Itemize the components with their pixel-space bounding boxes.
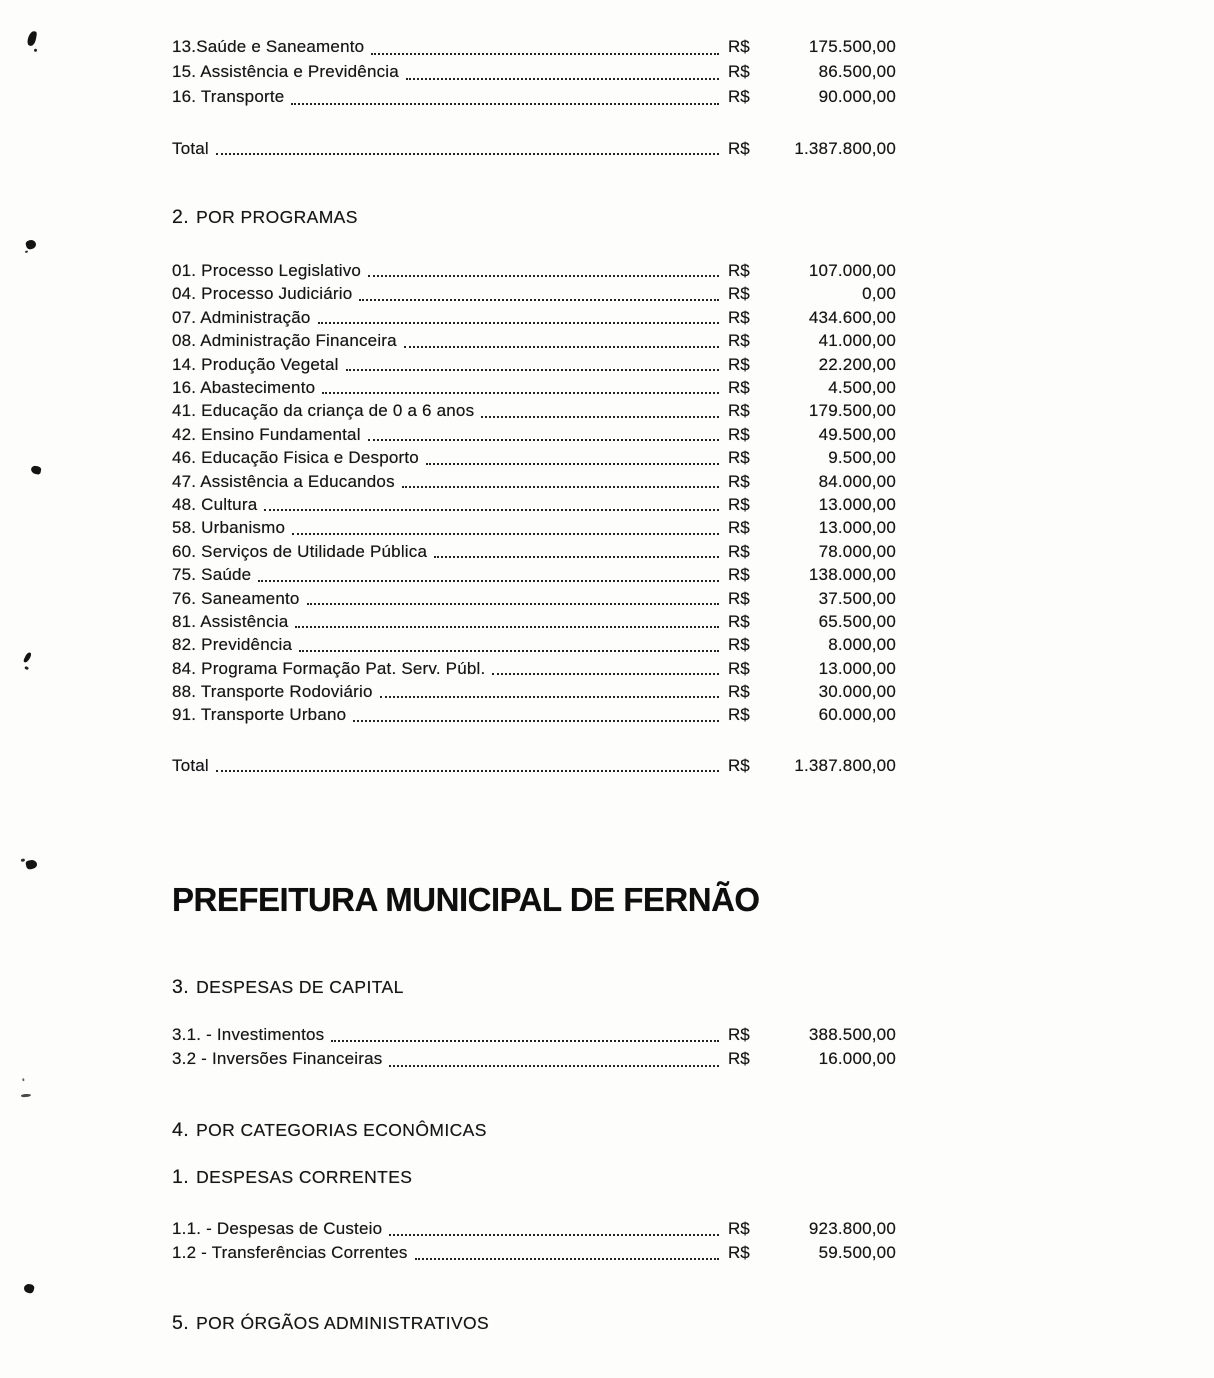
- line-label: 1.1. - Despesas de Custeio: [172, 1218, 383, 1238]
- budget-line: [172, 540, 896, 563]
- line-label: 46. Educação Fisica e Desporto: [172, 448, 419, 468]
- dot-leader: [492, 673, 719, 675]
- section-heading-orgaos: [172, 1312, 896, 1334]
- budget-line: [172, 703, 896, 726]
- line-label: 76. Saneamento: [172, 588, 300, 608]
- line-amount: 923.800,00: [808, 1218, 896, 1238]
- dot-leader: [346, 369, 719, 371]
- line-label: 01. Processo Legislativo: [172, 261, 362, 281]
- section-heading-categorias: [172, 1119, 896, 1141]
- dot-leader: [371, 53, 719, 55]
- total-label: Total: [172, 138, 209, 158]
- budget-line: [172, 1217, 896, 1241]
- line-label: 82. Previdência: [172, 635, 293, 655]
- functions-list: [172, 35, 896, 110]
- line-amount: 107.000,00: [808, 261, 896, 281]
- currency-symbol: R$: [728, 354, 750, 374]
- budget-line: [172, 376, 896, 399]
- line-label: 41. Educação da criança de 0 a 6 anos: [172, 401, 475, 421]
- budget-line: [172, 493, 896, 516]
- dot-leader: [291, 103, 719, 105]
- line-label: 60. Serviços de Utilidade Pública: [172, 541, 428, 561]
- dot-leader: [295, 626, 719, 628]
- budget-line: [172, 1047, 896, 1071]
- dot-leader: [307, 603, 719, 605]
- line-label: 08. Administração Financeira: [172, 331, 397, 351]
- line-label: 16. Abastecimento: [172, 378, 316, 398]
- dot-leader: [216, 770, 719, 772]
- section-heading-capital: [172, 976, 896, 998]
- section-title: DESPESAS CORRENTES: [196, 1166, 413, 1187]
- dot-leader: [353, 720, 719, 722]
- line-label: 42. Ensino Fundamental: [172, 424, 361, 444]
- section-number: 3.: [172, 976, 190, 999]
- line-amount: 13.000,00: [818, 494, 896, 514]
- budget-line: [172, 353, 896, 376]
- currency-symbol: R$: [728, 1025, 750, 1045]
- line-label: 47. Assistência a Educandos: [172, 471, 395, 491]
- budget-line: [172, 306, 896, 329]
- budget-line: [172, 610, 896, 633]
- line-amount: 22.200,00: [818, 354, 896, 374]
- budget-line: [172, 446, 896, 469]
- currency-symbol: R$: [728, 611, 750, 631]
- dot-leader: [299, 650, 719, 652]
- budget-line: [172, 35, 896, 60]
- dot-leader: [368, 439, 719, 441]
- currency-symbol: R$: [728, 401, 750, 421]
- line-amount: 41.000,00: [818, 331, 896, 351]
- section-number: 1.: [172, 1165, 190, 1188]
- dot-leader: [415, 1258, 719, 1260]
- line-label: 81. Assistência: [172, 611, 289, 631]
- line-label: 91. Transporte Urbano: [172, 705, 347, 725]
- dot-leader: [318, 322, 719, 324]
- section-title: POR ÓRGÃOS ADMINISTRATIVOS: [196, 1313, 490, 1334]
- line-amount: 78.000,00: [818, 541, 896, 561]
- currency-symbol: R$: [728, 471, 750, 491]
- currency-symbol: R$: [728, 307, 750, 327]
- dot-leader: [389, 1234, 719, 1236]
- line-label: 13.Saúde e Saneamento: [172, 37, 365, 56]
- ink-speck: [30, 465, 41, 475]
- line-amount: 175.500,00: [808, 37, 896, 56]
- correntes-list: [172, 1217, 896, 1265]
- currency-symbol: R$: [728, 588, 750, 608]
- line-amount: 84.000,00: [818, 471, 896, 491]
- section-heading-programas: [172, 206, 896, 228]
- currency-symbol: R$: [728, 424, 750, 444]
- dot-leader: [404, 346, 719, 348]
- currency-symbol: R$: [728, 565, 750, 585]
- budget-line: [172, 282, 896, 305]
- currency-symbol: R$: [728, 61, 750, 81]
- line-amount: 30.000,00: [818, 682, 896, 702]
- budget-line: [172, 470, 896, 493]
- currency-symbol: R$: [728, 682, 750, 702]
- currency-symbol: R$: [728, 86, 750, 106]
- line-amount: 49.500,00: [818, 424, 896, 444]
- page-title: PREFEITURA MUNICIPAL DE FERNÃO: [172, 881, 760, 919]
- currency-symbol: R$: [728, 138, 750, 158]
- programs-list: [172, 259, 896, 727]
- currency-symbol: R$: [728, 378, 750, 398]
- section-number: 2.: [172, 206, 190, 229]
- currency-symbol: R$: [728, 755, 750, 775]
- currency-symbol: R$: [728, 705, 750, 725]
- currency-symbol: R$: [728, 1218, 750, 1238]
- total-amount: 1.387.800,00: [794, 138, 896, 158]
- currency-symbol: R$: [728, 518, 750, 538]
- line-amount: 60.000,00: [818, 705, 896, 725]
- line-amount: 179.500,00: [808, 401, 896, 421]
- line-label: 1.2 - Transferências Correntes: [172, 1242, 408, 1262]
- dot-leader: [331, 1040, 719, 1042]
- currency-symbol: R$: [728, 284, 750, 304]
- budget-line: [172, 1023, 896, 1047]
- line-label: 3.2 - Inversões Financeiras: [172, 1049, 383, 1069]
- line-label: 14. Produção Vegetal: [172, 354, 339, 374]
- dot-leader: [368, 275, 719, 277]
- line-amount: 4.500,00: [828, 378, 896, 398]
- ink-speck: [27, 30, 37, 46]
- ink-speck: [23, 1283, 35, 1294]
- dot-leader: [258, 580, 719, 582]
- line-amount: 13.000,00: [818, 518, 896, 538]
- budget-line: [172, 399, 896, 422]
- currency-symbol: R$: [728, 37, 750, 56]
- line-amount: 0,00: [862, 284, 896, 304]
- dot-leader: [402, 486, 719, 488]
- line-amount: 388.500,00: [808, 1025, 896, 1045]
- budget-line: [172, 657, 896, 680]
- section-heading-correntes: [172, 1166, 896, 1188]
- line-amount: 37.500,00: [818, 588, 896, 608]
- ink-speck: [25, 239, 37, 251]
- section-number: 4.: [172, 1118, 190, 1141]
- line-label: 75. Saúde: [172, 565, 252, 585]
- line-amount: 16.000,00: [818, 1049, 896, 1069]
- capital-list: [172, 1023, 896, 1071]
- ink-speck: [21, 1093, 31, 1097]
- dot-leader: [426, 463, 719, 465]
- line-amount: 138.000,00: [808, 565, 896, 585]
- dot-leader: [359, 299, 719, 301]
- currency-symbol: R$: [728, 448, 750, 468]
- budget-line: [172, 60, 896, 85]
- dot-leader: [322, 392, 719, 394]
- budget-line: [172, 423, 896, 446]
- budget-line: [172, 563, 896, 586]
- line-label: 04. Processo Judiciário: [172, 284, 353, 304]
- line-amount: 65.500,00: [818, 611, 896, 631]
- line-label: 84. Programa Formação Pat. Serv. Públ.: [172, 658, 486, 678]
- functions-total-line: [172, 137, 896, 160]
- total-label: Total: [172, 755, 209, 775]
- budget-line: [172, 85, 896, 110]
- line-label: 88. Transporte Rodoviário: [172, 682, 373, 702]
- currency-symbol: R$: [728, 1242, 750, 1262]
- line-amount: 13.000,00: [818, 658, 896, 678]
- currency-symbol: R$: [728, 494, 750, 514]
- line-label: 07. Administração: [172, 307, 311, 327]
- section-number: 5.: [172, 1312, 190, 1335]
- budget-line: [172, 329, 896, 352]
- currency-symbol: R$: [728, 1049, 750, 1069]
- budget-line: [172, 1241, 896, 1265]
- dot-leader: [389, 1065, 719, 1067]
- total-amount: 1.387.800,00: [794, 755, 896, 775]
- line-amount: 8.000,00: [828, 635, 896, 655]
- dot-leader: [434, 556, 719, 558]
- line-label: 15. Assistência e Previdência: [172, 61, 399, 81]
- budget-line: [172, 259, 896, 282]
- line-label: 16. Transporte: [172, 86, 285, 106]
- budget-line: [172, 633, 896, 656]
- currency-symbol: R$: [728, 635, 750, 655]
- ink-speck: [25, 859, 38, 870]
- currency-symbol: R$: [728, 541, 750, 561]
- section-title: POR PROGRAMAS: [196, 207, 358, 228]
- dot-leader: [216, 153, 719, 155]
- currency-symbol: R$: [728, 331, 750, 351]
- budget-line: [172, 680, 896, 703]
- dot-leader: [264, 509, 719, 511]
- currency-symbol: R$: [728, 261, 750, 281]
- dot-leader: [481, 416, 719, 418]
- line-label: 3.1. - Investimentos: [172, 1025, 325, 1045]
- programs-total-line: [172, 754, 896, 777]
- line-amount: 434.600,00: [808, 307, 896, 327]
- line-amount: 86.500,00: [818, 61, 896, 81]
- section-title: POR CATEGORIAS ECONÔMICAS: [196, 1119, 487, 1140]
- budget-line: [172, 587, 896, 610]
- budget-line: [172, 516, 896, 539]
- line-label: 58. Urbanismo: [172, 518, 286, 538]
- line-amount: 9.500,00: [828, 448, 896, 468]
- line-amount: 90.000,00: [818, 86, 896, 106]
- line-amount: 59.500,00: [818, 1242, 896, 1262]
- currency-symbol: R$: [728, 658, 750, 678]
- section-title: DESPESAS DE CAPITAL: [196, 977, 404, 998]
- dot-leader: [292, 533, 719, 535]
- document-content: [172, 0, 896, 1334]
- ink-speck: [23, 651, 32, 663]
- dot-leader: [380, 696, 719, 698]
- dot-leader: [406, 78, 719, 80]
- line-label: 48. Cultura: [172, 494, 258, 514]
